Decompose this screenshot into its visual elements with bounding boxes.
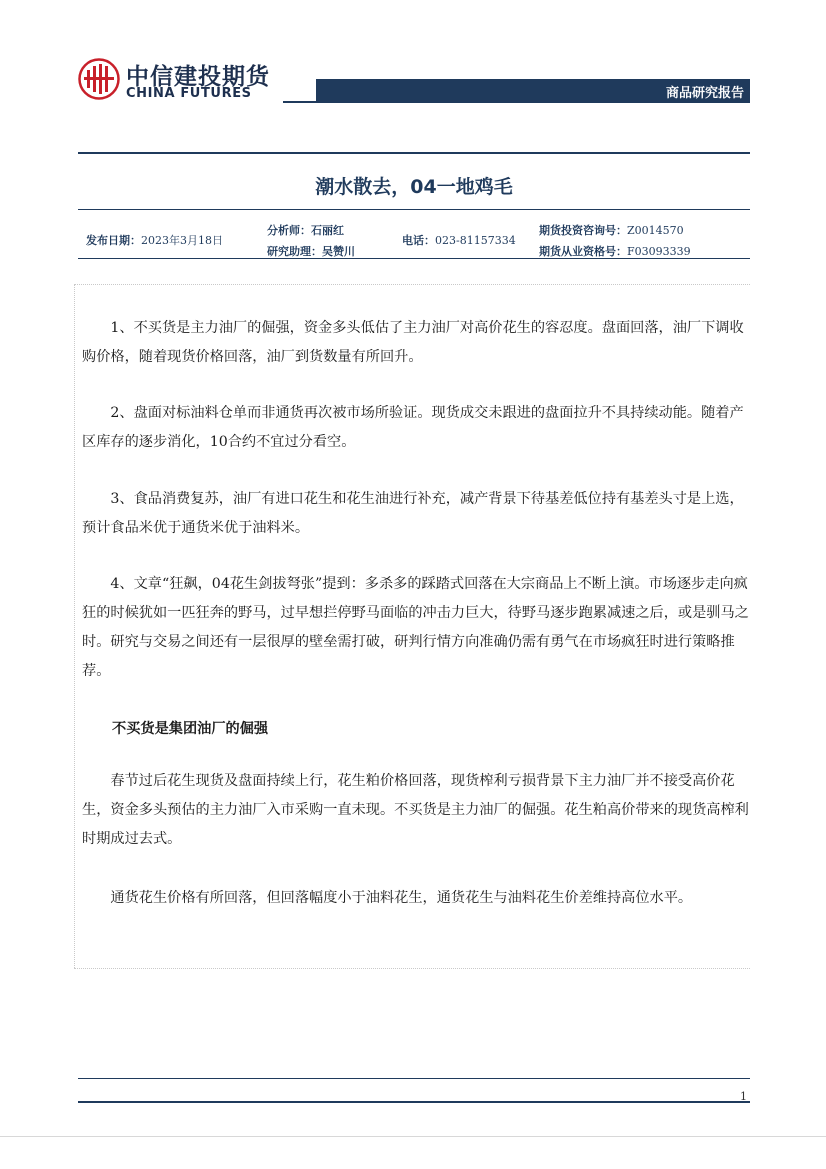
- research-assistant: [267, 240, 355, 259]
- analyst: [267, 219, 344, 238]
- license-value: F03093339: [627, 245, 691, 258]
- section-heading: 不买货是集团油厂的倔强: [112, 721, 269, 737]
- phone-value: 023-81157334: [435, 234, 516, 247]
- company-name-en: CHINA FUTURES: [126, 86, 252, 101]
- content-frame-left: [74, 284, 75, 968]
- page-number: 1: [740, 1090, 747, 1103]
- publish-date-label: 发布日期：: [86, 234, 141, 247]
- consult-label: 期货投资咨询号：: [539, 224, 627, 237]
- info-rule-bottom: [78, 258, 750, 259]
- info-rule-top: [78, 209, 750, 210]
- analyst-value: 石丽红: [311, 224, 344, 237]
- assistant-value: 吴赞川: [322, 245, 355, 258]
- paragraph-2: 2、盘面对标油料仓单而非通货再次被市场所验证。现货成交未跟进的盘面拉升不具持续动能。随着产区库存的逐步消化，10合约不宜过分看空。: [82, 405, 744, 450]
- content-frame-top: [74, 284, 750, 285]
- paragraph-4: 4、文章“狂飙，04花生剑拔弩张”提到：多杀多的踩踏式回落在大宗商品上不断上演。市场逐步走向疯狂的时候犹如一匹狂奔的野马，过早想拦停野马面临的冲击力巨大，待野马逐步跑累减速之后，或是驯马之时。研究与交易之间还有一层很厚的壁垒需打破，研判行情方向准确仍需有勇气在市场疯狂时进行策略推荐。: [82, 576, 749, 679]
- consult-value: Z0014570: [627, 224, 684, 237]
- publish-date-value: 2023年3月18日: [141, 234, 223, 247]
- analyst-label: 分析师：: [267, 224, 311, 237]
- assistant-label: 研究助理：: [267, 245, 322, 258]
- paragraph-1: 1、不买货是主力油厂的倔强，资金多头低估了主力油厂对高价花生的容忍度。盘面回落，油厂下调收购价格，随着现货价格回落，油厂到货数量有所回升。: [82, 320, 744, 365]
- license-number: [539, 240, 691, 259]
- report-type-label: 商品研究报告: [665, 86, 744, 101]
- paragraph-3: 3、食品消费复苏，油厂有进口花生和花生油进行补充，减产背景下待基差低位持有基差头寸是上选，预计食品米优于通货米优于油料米。: [82, 491, 744, 536]
- paragraph-5: 春节过后花生现货及盘面持续上行，花生粕价格回落，现货榨利亏损背景下主力油厂并不接受高价花生，资金多头预估的主力油厂入市采购一直未现。不买货是主力油厂的倔强。花生粕高价带来的现货高榨利时期成过去式。: [82, 773, 749, 847]
- title-rule-top: [78, 152, 750, 154]
- phone-label: 电话：: [402, 234, 435, 247]
- company-name-cn: 中信建投期货: [126, 64, 270, 90]
- publish-date: [86, 229, 223, 248]
- report-title: 潮水散去，04一地鸡毛: [315, 176, 513, 198]
- consult-number: [539, 219, 684, 238]
- phone: [402, 229, 516, 248]
- license-label: 期货从业资格号：: [539, 245, 627, 258]
- footer-rule-thick: [78, 1101, 750, 1103]
- header-rule: [283, 101, 750, 103]
- company-logo-icon: [78, 58, 120, 100]
- content-frame-bottom: [74, 968, 750, 969]
- paragraph-6: 通货花生价格有所回落，但回落幅度小于油料花生，通货花生与油料花生价差维持高位水平。: [110, 890, 693, 906]
- report-type-banner: [316, 79, 750, 103]
- page-edge: [0, 1136, 826, 1137]
- footer-rule-thin: [78, 1078, 750, 1079]
